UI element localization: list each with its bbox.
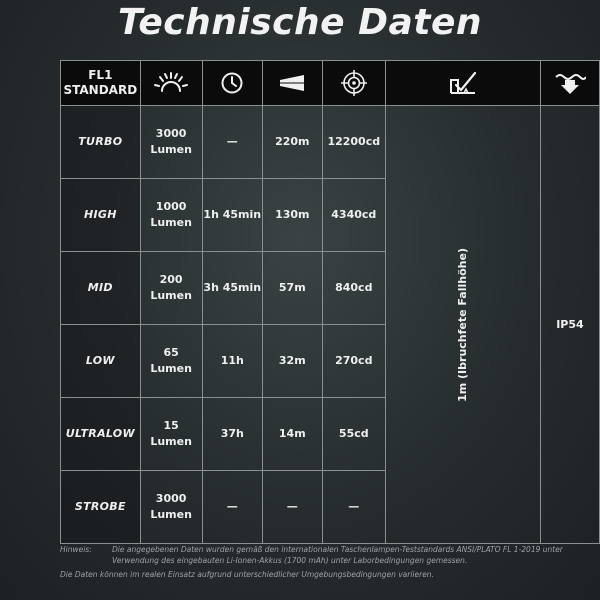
table-row bbox=[61, 106, 600, 179]
intensity-cell: 840cd bbox=[322, 252, 385, 325]
runtime-cell: 37h bbox=[202, 398, 262, 471]
lumen-value: 65 bbox=[163, 346, 179, 360]
header-row bbox=[61, 61, 600, 106]
distance-cell: 130m bbox=[262, 179, 322, 252]
model-name: FL1 bbox=[88, 68, 113, 82]
impact-resistance-icon bbox=[448, 70, 478, 96]
lumen-cell bbox=[140, 471, 202, 544]
lumen-unit: Lumen bbox=[150, 508, 192, 521]
lumen-cell bbox=[140, 398, 202, 471]
runtime-cell: 11h bbox=[202, 325, 262, 398]
lumen-cell bbox=[140, 106, 202, 179]
runtime-cell: 1h 45min bbox=[202, 179, 262, 252]
mode-cell: HIGH bbox=[61, 179, 141, 252]
intensity-cell: — bbox=[322, 471, 385, 544]
lumen-value: 200 bbox=[159, 273, 183, 287]
distance-cell: 220m bbox=[262, 106, 322, 179]
runtime-cell: — bbox=[202, 106, 262, 179]
model-variant: STANDARD bbox=[63, 83, 138, 97]
note-text: Die angegebenen Daten wurden gemäß den internationalen Taschenlampen-Teststandards ANSI/PLATO FL 1-2019 unter Verwendung des eingebauten Li-Ionen-Akkus (1700 mAh) unter Laborbedingungen gemessen. bbox=[112, 545, 563, 565]
distance-cell: — bbox=[262, 471, 322, 544]
runtime-header bbox=[202, 61, 262, 106]
mode-cell: TURBO bbox=[61, 106, 141, 179]
lumen-unit: Lumen bbox=[150, 362, 192, 375]
mode-cell: LOW bbox=[61, 325, 141, 398]
mode-cell: ULTRALOW bbox=[61, 398, 141, 471]
mode-cell: STROBE bbox=[61, 471, 141, 544]
brightness-header bbox=[140, 61, 202, 106]
peak-intensity-icon bbox=[341, 70, 367, 96]
lumen-unit: Lumen bbox=[150, 143, 192, 156]
lumen-cell bbox=[140, 252, 202, 325]
runtime-cell: 3h 45min bbox=[202, 252, 262, 325]
distance-cell: 32m bbox=[262, 325, 322, 398]
intensity-header bbox=[322, 61, 385, 106]
intensity-cell: 12200cd bbox=[322, 106, 385, 179]
distance-cell: 57m bbox=[262, 252, 322, 325]
lumen-cell bbox=[140, 325, 202, 398]
model-header bbox=[61, 61, 141, 106]
lumen-value: 3000 bbox=[155, 492, 187, 506]
brightness-icon bbox=[154, 71, 188, 95]
lumen-unit: Lumen bbox=[150, 289, 192, 302]
water-resistance-cell: IP54 bbox=[540, 106, 599, 544]
beam-distance-icon bbox=[277, 72, 307, 94]
lumen-value: 3000 bbox=[155, 127, 187, 141]
runtime-clock-icon bbox=[220, 71, 244, 95]
intensity-cell: 4340cd bbox=[322, 179, 385, 252]
impact-resistance-cell bbox=[385, 106, 540, 544]
specs-table bbox=[60, 60, 600, 544]
mode-cell: MID bbox=[61, 252, 141, 325]
intensity-cell: 55cd bbox=[322, 398, 385, 471]
note-label: Hinweis: bbox=[60, 545, 92, 554]
lumen-unit: Lumen bbox=[150, 435, 192, 448]
distance-header bbox=[262, 61, 322, 106]
lumen-cell bbox=[140, 179, 202, 252]
intensity-cell: 270cd bbox=[322, 325, 385, 398]
lumen-value: 15 bbox=[163, 419, 179, 433]
impact-resistance-value: 1m (Ibruchfete Fallhöhe) bbox=[455, 247, 469, 402]
lumen-unit: Lumen bbox=[150, 216, 192, 229]
page-title: Technische Daten bbox=[117, 2, 483, 43]
water-header bbox=[540, 61, 599, 106]
runtime-cell: — bbox=[202, 471, 262, 544]
water-resistance-icon bbox=[554, 70, 586, 96]
distance-cell: 14m bbox=[262, 398, 322, 471]
note-footer: Die Daten können im realen Einsatz aufgrund unterschiedlicher Umgebungsbedingungen variieren. bbox=[60, 569, 434, 579]
footnote bbox=[60, 545, 580, 581]
lumen-value: 1000 bbox=[155, 200, 187, 214]
impact-header bbox=[385, 61, 540, 106]
